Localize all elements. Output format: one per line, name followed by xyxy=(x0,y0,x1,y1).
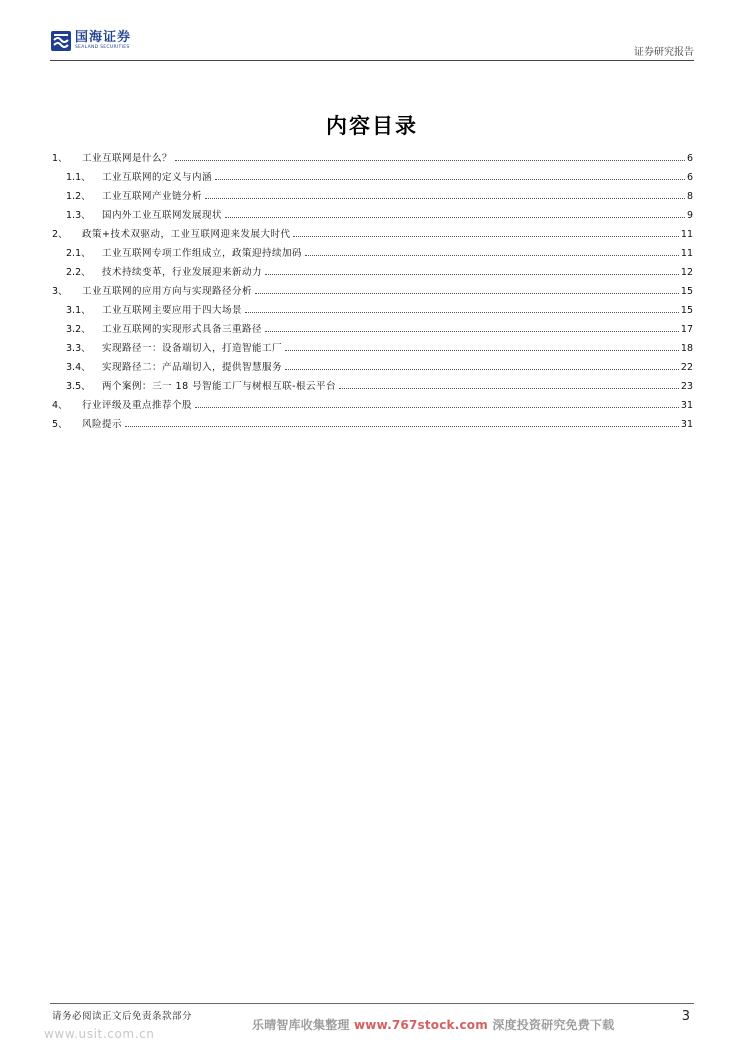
toc-leader-dots xyxy=(285,349,679,351)
toc-entry[interactable] xyxy=(52,259,693,278)
toc-entry-page: 17 xyxy=(680,324,693,335)
toc-entry-title: 工业互联网的定义与内涵 xyxy=(102,172,213,183)
toc-leader-dots xyxy=(339,387,679,389)
brand-name-cn: 国海证券 xyxy=(75,30,132,45)
toc-entry[interactable] xyxy=(52,354,693,373)
toc-leader-dots xyxy=(285,368,679,370)
toc-entry-number: 1、 xyxy=(52,153,68,164)
toc-entry[interactable] xyxy=(52,145,693,164)
footer-divider xyxy=(50,1003,694,1004)
toc-entry-page: 11 xyxy=(680,248,693,259)
toc-entry-title: 行业评级及重点推荐个股 xyxy=(82,400,193,411)
toc-entry[interactable] xyxy=(52,221,693,240)
watermark-url[interactable]: www.767stock.com xyxy=(354,1018,488,1032)
disclaimer-note: 请务必阅读正文后免责条款部分 xyxy=(52,1011,193,1022)
toc-leader-dots xyxy=(215,178,685,180)
toc-entry-number: 1.3、 xyxy=(66,210,91,221)
toc-title: 内容目录 xyxy=(326,114,418,138)
toc-entry-title: 工业互联网的应用方向与实现路径分析 xyxy=(82,286,253,297)
toc-leader-dots xyxy=(195,406,679,408)
toc-entry[interactable] xyxy=(52,316,693,335)
watermark-center xyxy=(252,1016,614,1033)
toc-entry-page: 15 xyxy=(680,286,693,297)
toc-leader-dots xyxy=(305,254,679,256)
toc-entry-page: 6 xyxy=(686,153,693,164)
toc-leader-dots xyxy=(265,330,679,332)
watermark-text-1: 乐晴智库收集整理 xyxy=(252,1018,350,1032)
toc-entry-page: 9 xyxy=(686,210,693,221)
toc-entry[interactable] xyxy=(52,278,693,297)
table-of-contents xyxy=(52,145,693,430)
toc-leader-dots xyxy=(293,235,678,237)
report-type-label: 证券研究报告 xyxy=(634,47,694,58)
company-logo xyxy=(50,30,131,52)
toc-entry-number: 2.2、 xyxy=(66,267,91,278)
toc-entry-number: 3.1、 xyxy=(66,305,91,316)
toc-entry-page: 6 xyxy=(686,172,693,183)
toc-entry-page: 23 xyxy=(680,381,693,392)
toc-entry[interactable] xyxy=(52,240,693,259)
toc-entry[interactable] xyxy=(52,183,693,202)
sealand-logo-icon xyxy=(50,30,72,52)
toc-entry-title: 实现路径二：产品端切入，提供智慧服务 xyxy=(102,362,283,373)
toc-entry-page: 11 xyxy=(680,229,693,240)
toc-entry-page: 12 xyxy=(680,267,693,278)
toc-entry-title: 风险提示 xyxy=(82,419,123,430)
toc-entry[interactable] xyxy=(52,202,693,221)
toc-entry-number: 4、 xyxy=(52,400,68,411)
toc-entry-page: 15 xyxy=(680,305,693,316)
toc-entry-number: 1.2、 xyxy=(66,191,91,202)
toc-entry-number: 1.1、 xyxy=(66,172,91,183)
toc-entry-number: 3.2、 xyxy=(66,324,91,335)
page-header xyxy=(50,30,694,60)
toc-entry-title: 工业互联网主要应用于四大场景 xyxy=(102,305,243,316)
toc-entry-page: 18 xyxy=(680,343,693,354)
header-divider xyxy=(50,60,694,61)
toc-entry[interactable] xyxy=(52,373,693,392)
toc-leader-dots xyxy=(255,292,679,294)
toc-entry[interactable] xyxy=(52,392,693,411)
toc-entry-title: 工业互联网是什么？ xyxy=(82,153,173,164)
brand-name-en: SEALAND SECURITIES xyxy=(75,45,130,50)
toc-leader-dots xyxy=(245,311,679,313)
toc-entry-page: 8 xyxy=(686,191,693,202)
toc-entry-page: 31 xyxy=(680,419,693,430)
watermark-text-2: 深度投资研究免费下载 xyxy=(492,1018,615,1032)
toc-entry-title: 工业互联网产业链分析 xyxy=(102,191,203,202)
toc-entry[interactable] xyxy=(52,297,693,316)
toc-entry-title: 工业互联网专项工作组成立，政策迎持续加码 xyxy=(102,248,303,259)
toc-entry[interactable] xyxy=(52,335,693,354)
toc-entry-title: 工业互联网的实现形式具备三重路径 xyxy=(102,324,263,335)
toc-leader-dots xyxy=(175,159,685,161)
toc-entry-page: 22 xyxy=(680,362,693,373)
toc-entry-title: 实现路径一：设备端切入，打造智能工厂 xyxy=(102,343,283,354)
toc-entry-title: 技术持续变革，行业发展迎来新动力 xyxy=(102,267,263,278)
toc-entry-number: 3.4、 xyxy=(66,362,91,373)
toc-entry-page: 31 xyxy=(680,400,693,411)
toc-entry-title: 政策+技术双驱动，工业互联网迎来发展大时代 xyxy=(82,229,291,240)
toc-leader-dots xyxy=(125,425,679,427)
toc-entry-number: 3、 xyxy=(52,286,68,297)
toc-entry[interactable] xyxy=(52,164,693,183)
page-number: 3 xyxy=(681,1009,690,1024)
toc-entry-title: 国内外工业互联网发展现状 xyxy=(102,210,223,221)
toc-leader-dots xyxy=(265,273,679,275)
toc-entry-title: 两个案例：三一 18 号智能工厂与树根互联-根云平台 xyxy=(102,381,337,392)
toc-entry[interactable] xyxy=(52,411,693,430)
toc-entry-number: 2、 xyxy=(52,229,68,240)
toc-leader-dots xyxy=(225,216,685,218)
toc-entry-number: 5、 xyxy=(52,419,68,430)
toc-entry-number: 3.5、 xyxy=(66,381,91,392)
toc-leader-dots xyxy=(205,197,685,199)
toc-entry-number: 3.3、 xyxy=(66,343,91,354)
toc-entry-number: 2.1、 xyxy=(66,248,91,259)
watermark-left: www.usit.com.cn xyxy=(44,1027,155,1041)
